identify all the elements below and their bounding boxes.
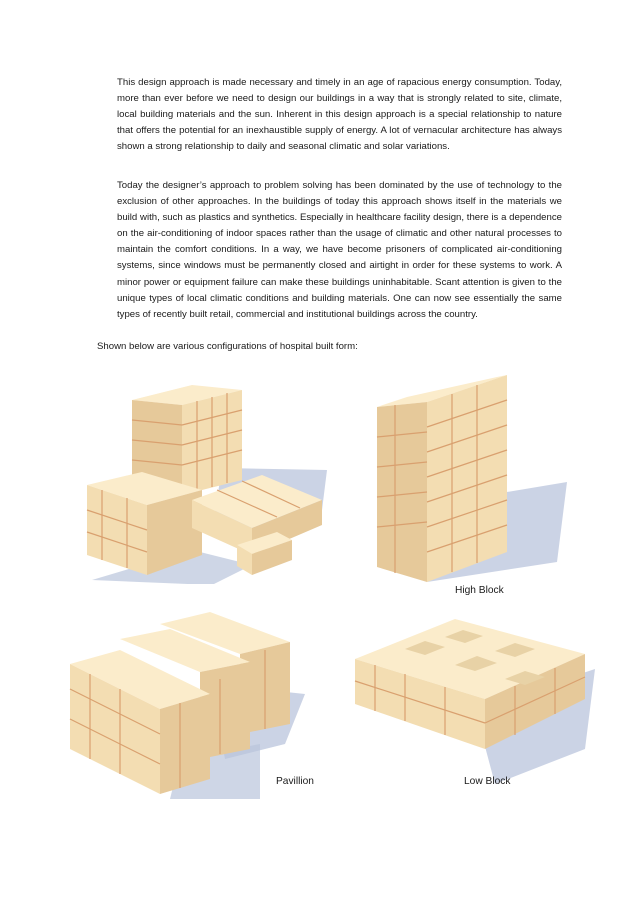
caption-low-block: Low Block bbox=[464, 776, 511, 787]
high-block-illustration bbox=[367, 357, 573, 592]
figure-high-block bbox=[367, 357, 573, 592]
figure-articulated-tower bbox=[72, 360, 340, 600]
caption-high-block: High Block bbox=[455, 585, 504, 596]
paragraph-2: Today the designer’s approach to problem solving has been dominated by the use of technology to the exclusion of other approaches. In the buildings of today this approach shows itself in the materials we build with, such as plastics and synthetics. Especially in healthcare facility design, there is a dependence on the air-conditioning of indoor spaces rather than the usage of climatic and other natural processes to maintain the comfort conditions. In a way, we have become prisoners of complicated air-conditioning systems, since windows must be permanently closed and airtight in order for these systems to work. A minor power or equipment failure can make these buildings uninhabitable. Scant attention is given to the unique types of local climatic conditions and building materials. One can now see essentially the same types of recently built retail, commercial and institutional buildings across the country. bbox=[117, 180, 562, 320]
paragraph-1: This design approach is made necessary and timely in an age of rapacious energy consumption. Today, more than ever before we need to design our buildings in a way that is strongly related to site, climate, local building materials and the sun. Inherent in this design approach is a special relationship to nature that offers the potential for an inexhaustible supply of energy. A lot of vernacular architecture has always shown a strong relationship to daily and seasonal climatic and solar variations. bbox=[117, 77, 562, 153]
figure-pavillion bbox=[60, 584, 328, 802]
low-block-illustration bbox=[345, 599, 607, 799]
pavillion-illustration bbox=[60, 584, 328, 802]
articulated-tower-illustration bbox=[72, 360, 340, 600]
figure-low-block bbox=[345, 599, 607, 799]
caption-pavillion: Pavillion bbox=[276, 776, 314, 787]
figures-lead-sentence: Shown below are various configurations of hospital built form: bbox=[97, 341, 358, 352]
